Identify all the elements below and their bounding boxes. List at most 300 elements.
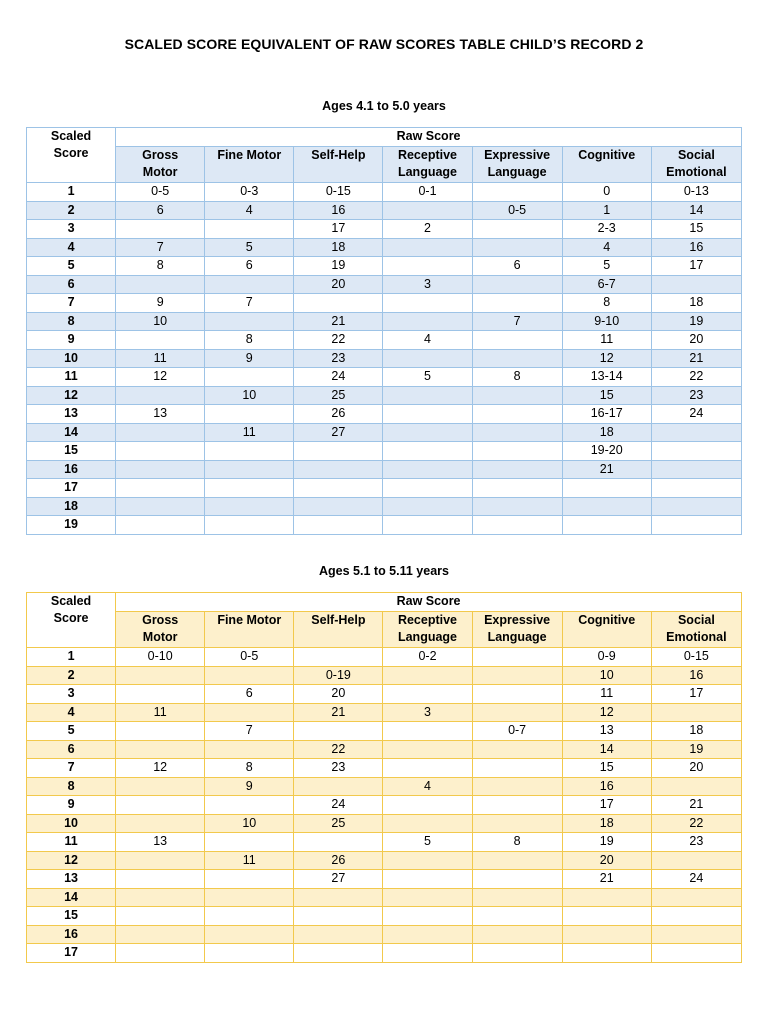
raw-score-cell: [205, 925, 294, 944]
raw-score-cell: 7: [116, 238, 205, 257]
column-header-row: [27, 147, 742, 183]
raw-score-cell: [472, 460, 562, 479]
raw-score-cell: [294, 833, 383, 852]
raw-score-cell: 7: [205, 294, 294, 313]
raw-score-cell: 11: [205, 423, 294, 442]
raw-score-cell: [116, 814, 205, 833]
raw-score-cell: [562, 907, 651, 926]
raw-score-cell: 13: [562, 722, 651, 741]
raw-score-cell: 20: [294, 685, 383, 704]
raw-score-cell: [472, 944, 562, 963]
raw-score-cell: [116, 685, 205, 704]
raw-score-cell: [205, 312, 294, 331]
raw-score-cell: [383, 740, 472, 759]
scaled-score-cell: 13: [27, 405, 116, 424]
raw-score-cell: [205, 888, 294, 907]
scaled-score-cell: 11: [27, 368, 116, 387]
raw-score-cell: [116, 386, 205, 405]
table-row: [27, 183, 742, 202]
raw-score-cell: 0-13: [651, 183, 741, 202]
raw-score-cell: 18: [651, 294, 741, 313]
raw-score-cell: 9-10: [562, 312, 651, 331]
raw-score-cell: [205, 479, 294, 498]
scaled-score-cell: 12: [27, 386, 116, 405]
raw-score-header: Raw Score: [116, 593, 742, 612]
raw-score-cell: 17: [651, 257, 741, 276]
raw-score-cell: [383, 907, 472, 926]
raw-score-cell: 5: [383, 368, 472, 387]
raw-score-cell: 2: [383, 220, 472, 239]
raw-score-cell: [116, 944, 205, 963]
column-header: Receptive Language: [383, 612, 472, 648]
column-header: Gross Motor: [116, 612, 205, 648]
raw-score-cell: [116, 423, 205, 442]
raw-score-cell: [383, 238, 472, 257]
table-row: [27, 888, 742, 907]
scaled-score-cell: 11: [27, 833, 116, 852]
scaled-score-cell: 14: [27, 888, 116, 907]
scaled-score-cell: 16: [27, 925, 116, 944]
column-header: Cognitive: [562, 612, 651, 648]
raw-score-cell: 13: [116, 405, 205, 424]
raw-score-cell: 25: [294, 386, 383, 405]
raw-score-cell: [383, 685, 472, 704]
scaled-score-header: Scaled Score: [27, 593, 116, 648]
table2-subtitle: Ages 5.1 to 5.11 years: [319, 564, 449, 578]
raw-score-cell: [472, 479, 562, 498]
raw-score-cell: [205, 796, 294, 815]
raw-score-cell: [472, 870, 562, 889]
raw-score-cell: 24: [294, 796, 383, 815]
raw-score-cell: [472, 796, 562, 815]
raw-score-cell: [383, 497, 472, 516]
scaled-score-cell: 5: [27, 257, 116, 276]
raw-score-cell: 20: [562, 851, 651, 870]
raw-score-cell: 27: [294, 423, 383, 442]
raw-score-cell: 6: [472, 257, 562, 276]
raw-score-cell: 9: [116, 294, 205, 313]
raw-score-cell: 18: [294, 238, 383, 257]
raw-score-cell: 12: [562, 703, 651, 722]
raw-score-cell: 0: [562, 183, 651, 202]
raw-score-cell: [205, 442, 294, 461]
raw-score-cell: [116, 331, 205, 350]
column-header: Receptive Language: [383, 147, 472, 183]
raw-score-cell: [472, 442, 562, 461]
raw-score-cell: 17: [651, 685, 741, 704]
raw-score-cell: [562, 497, 651, 516]
table-row: [27, 870, 742, 889]
raw-score-cell: [383, 312, 472, 331]
scaled-score-cell: 12: [27, 851, 116, 870]
raw-score-cell: 0-9: [562, 648, 651, 667]
raw-score-cell: [651, 777, 741, 796]
raw-score-cell: 16: [651, 666, 741, 685]
raw-score-cell: 8: [562, 294, 651, 313]
column-header: Gross Motor: [116, 147, 205, 183]
raw-score-cell: [472, 238, 562, 257]
scaled-score-cell: 5: [27, 722, 116, 741]
scaled-score-cell: 6: [27, 740, 116, 759]
raw-score-cell: [472, 685, 562, 704]
raw-score-cell: 26: [294, 851, 383, 870]
raw-score-cell: 0-19: [294, 666, 383, 685]
scaled-score-cell: 16: [27, 460, 116, 479]
raw-score-cell: [116, 740, 205, 759]
raw-score-cell: [383, 442, 472, 461]
table-row: [27, 666, 742, 685]
raw-score-cell: 4: [383, 777, 472, 796]
raw-score-cell: 11: [562, 331, 651, 350]
raw-score-cell: 8: [205, 331, 294, 350]
raw-score-cell: 19: [562, 833, 651, 852]
raw-score-cell: 19: [651, 740, 741, 759]
raw-score-cell: 23: [294, 349, 383, 368]
raw-score-cell: [383, 423, 472, 442]
raw-score-cell: [383, 851, 472, 870]
scaled-score-cell: 10: [27, 349, 116, 368]
raw-score-cell: 22: [651, 814, 741, 833]
table-row: [27, 759, 742, 778]
raw-score-cell: [651, 907, 741, 926]
raw-score-cell: 5: [383, 833, 472, 852]
column-header: Cognitive: [562, 147, 651, 183]
scaled-score-cell: 18: [27, 497, 116, 516]
raw-score-cell: 6: [205, 257, 294, 276]
raw-score-cell: [651, 497, 741, 516]
table-row: [27, 648, 742, 667]
table-row: [27, 331, 742, 350]
raw-score-cell: 5: [562, 257, 651, 276]
raw-score-cell: [472, 907, 562, 926]
raw-score-cell: [651, 423, 741, 442]
raw-score-cell: 0-2: [383, 648, 472, 667]
raw-score-cell: 19-20: [562, 442, 651, 461]
raw-score-cell: 0-1: [383, 183, 472, 202]
raw-score-cell: [205, 497, 294, 516]
table-row: [27, 442, 742, 461]
raw-score-cell: [472, 294, 562, 313]
raw-score-cell: 15: [562, 759, 651, 778]
raw-score-cell: 7: [205, 722, 294, 741]
raw-score-cell: [383, 516, 472, 535]
raw-score-cell: [562, 516, 651, 535]
table-row: [27, 479, 742, 498]
raw-score-cell: 5: [205, 238, 294, 257]
raw-score-cell: [205, 220, 294, 239]
table-row: [27, 851, 742, 870]
raw-score-cell: 16: [562, 777, 651, 796]
raw-score-cell: 10: [205, 386, 294, 405]
raw-score-cell: [383, 796, 472, 815]
raw-score-cell: [294, 722, 383, 741]
raw-score-cell: 20: [294, 275, 383, 294]
column-header: Expressive Language: [472, 612, 562, 648]
raw-score-cell: 10: [116, 312, 205, 331]
table-row: [27, 722, 742, 741]
raw-score-cell: [472, 183, 562, 202]
scaled-score-cell: 15: [27, 907, 116, 926]
raw-score-cell: [472, 648, 562, 667]
raw-score-cell: 8: [116, 257, 205, 276]
raw-score-cell: 8: [472, 833, 562, 852]
column-header: Expressive Language: [472, 147, 562, 183]
scaled-score-cell: 17: [27, 944, 116, 963]
document-title: SCALED SCORE EQUIVALENT OF RAW SCORES TABLE CHILD’S RECORD 2: [124, 36, 644, 52]
raw-score-cell: 22: [651, 368, 741, 387]
table-body: [27, 648, 742, 963]
raw-score-cell: 20: [651, 331, 741, 350]
raw-score-cell: 26: [294, 405, 383, 424]
raw-score-cell: [205, 460, 294, 479]
raw-score-cell: 2-3: [562, 220, 651, 239]
column-header: Self-Help: [294, 147, 383, 183]
raw-score-cell: [651, 888, 741, 907]
table-row: [27, 907, 742, 926]
table-row: [27, 497, 742, 516]
raw-score-cell: 23: [651, 833, 741, 852]
raw-score-cell: 12: [116, 759, 205, 778]
raw-score-cell: [472, 516, 562, 535]
raw-score-cell: 4: [562, 238, 651, 257]
raw-score-cell: [205, 870, 294, 889]
raw-score-cell: 6-7: [562, 275, 651, 294]
raw-score-cell: 24: [651, 870, 741, 889]
raw-score-cell: [472, 220, 562, 239]
scaled-score-cell: 3: [27, 220, 116, 239]
raw-score-cell: 15: [562, 386, 651, 405]
raw-score-cell: 1: [562, 201, 651, 220]
raw-score-header: Raw Score: [116, 128, 742, 147]
raw-score-cell: [116, 666, 205, 685]
raw-score-cell: [294, 888, 383, 907]
raw-score-cell: 13: [116, 833, 205, 852]
raw-score-cell: 16-17: [562, 405, 651, 424]
column-header-row: [27, 612, 742, 648]
raw-score-cell: [205, 740, 294, 759]
raw-score-cell: [472, 759, 562, 778]
raw-score-cell: [205, 944, 294, 963]
column-header: Fine Motor: [205, 147, 294, 183]
scaled-score-cell: 7: [27, 759, 116, 778]
raw-score-cell: [562, 479, 651, 498]
table-row: [27, 925, 742, 944]
raw-score-cell: [116, 220, 205, 239]
raw-score-cell: 21: [562, 460, 651, 479]
raw-score-cell: [383, 944, 472, 963]
raw-score-cell: 11: [205, 851, 294, 870]
table-row: [27, 368, 742, 387]
raw-score-cell: [383, 759, 472, 778]
raw-score-cell: [383, 925, 472, 944]
scaled-score-cell: 4: [27, 703, 116, 722]
raw-score-cell: [472, 925, 562, 944]
table-row: [27, 685, 742, 704]
raw-score-cell: 21: [651, 349, 741, 368]
raw-score-cell: [383, 460, 472, 479]
raw-score-cell: 19: [651, 312, 741, 331]
raw-score-cell: 21: [294, 312, 383, 331]
raw-score-cell: 0-5: [116, 183, 205, 202]
raw-score-cell: 9: [205, 349, 294, 368]
raw-score-cell: [651, 851, 741, 870]
raw-score-cell: [472, 814, 562, 833]
scaled-score-cell: 1: [27, 183, 116, 202]
raw-score-cell: [651, 479, 741, 498]
raw-score-cell: 6: [205, 685, 294, 704]
scaled-score-cell: 6: [27, 275, 116, 294]
raw-score-cell: [116, 497, 205, 516]
raw-score-cell: [116, 888, 205, 907]
raw-score-cell: [205, 703, 294, 722]
raw-score-cell: 23: [651, 386, 741, 405]
raw-score-cell: 21: [651, 796, 741, 815]
raw-score-cell: 17: [562, 796, 651, 815]
raw-score-cell: 22: [294, 740, 383, 759]
raw-score-cell: [294, 777, 383, 796]
scaled-score-cell: 7: [27, 294, 116, 313]
raw-score-cell: 0-7: [472, 722, 562, 741]
column-header: Self-Help: [294, 612, 383, 648]
raw-score-cell: [116, 851, 205, 870]
table-row: [27, 349, 742, 368]
table-row: [27, 220, 742, 239]
table-row: [27, 740, 742, 759]
raw-score-cell: 4: [383, 331, 472, 350]
raw-score-cell: [116, 722, 205, 741]
table-row: [27, 796, 742, 815]
table-body: [27, 183, 742, 535]
raw-score-cell: [383, 870, 472, 889]
raw-score-cell: [651, 944, 741, 963]
raw-score-cell: [472, 423, 562, 442]
raw-score-cell: [116, 907, 205, 926]
raw-score-cell: 6: [116, 201, 205, 220]
scaled-score-cell: 14: [27, 423, 116, 442]
raw-score-cell: 17: [294, 220, 383, 239]
column-header: Social Emotional: [651, 612, 741, 648]
raw-score-cell: 0-10: [116, 648, 205, 667]
raw-score-cell: 10: [205, 814, 294, 833]
raw-score-cell: [383, 814, 472, 833]
raw-score-cell: [383, 405, 472, 424]
raw-score-cell: 15: [651, 220, 741, 239]
raw-score-cell: 0-15: [294, 183, 383, 202]
scaled-score-cell: 8: [27, 312, 116, 331]
raw-score-cell: [383, 888, 472, 907]
raw-score-cell: 4: [205, 201, 294, 220]
raw-score-cell: 21: [294, 703, 383, 722]
table-row: [27, 405, 742, 424]
raw-score-cell: [472, 703, 562, 722]
raw-score-cell: 0-3: [205, 183, 294, 202]
raw-score-cell: 11: [116, 349, 205, 368]
raw-score-cell: 16: [651, 238, 741, 257]
raw-score-cell: 27: [294, 870, 383, 889]
scaled-score-cell: 17: [27, 479, 116, 498]
raw-score-cell: [562, 944, 651, 963]
table-row: [27, 238, 742, 257]
raw-score-cell: [472, 275, 562, 294]
raw-score-cell: 10: [562, 666, 651, 685]
raw-score-cell: [294, 907, 383, 926]
raw-score-cell: [116, 479, 205, 498]
table-row: [27, 275, 742, 294]
raw-score-cell: 14: [651, 201, 741, 220]
raw-score-cell: 13-14: [562, 368, 651, 387]
raw-score-cell: [472, 666, 562, 685]
raw-score-cell: [472, 851, 562, 870]
raw-score-cell: [383, 349, 472, 368]
raw-score-cell: 0-5: [205, 648, 294, 667]
raw-score-cell: [383, 666, 472, 685]
scaled-score-cell: 4: [27, 238, 116, 257]
raw-score-cell: 12: [116, 368, 205, 387]
raw-score-cell: [205, 368, 294, 387]
table-row: [27, 201, 742, 220]
score-table-ages-4-1-to-5-0: [26, 127, 742, 535]
scaled-score-cell: 10: [27, 814, 116, 833]
raw-score-cell: [651, 703, 741, 722]
score-table-ages-5-1-to-5-11: [26, 592, 742, 963]
raw-score-cell: [116, 442, 205, 461]
table-row: [27, 777, 742, 796]
raw-score-cell: 0-5: [472, 201, 562, 220]
raw-score-cell: [383, 722, 472, 741]
raw-score-cell: [651, 275, 741, 294]
raw-score-cell: 7: [472, 312, 562, 331]
raw-score-cell: [383, 201, 472, 220]
raw-score-cell: [294, 442, 383, 461]
scaled-score-header: Scaled Score: [27, 128, 116, 183]
raw-score-cell: [116, 870, 205, 889]
raw-score-cell: 18: [562, 423, 651, 442]
raw-score-cell: 3: [383, 275, 472, 294]
raw-score-cell: 8: [472, 368, 562, 387]
raw-score-cell: 25: [294, 814, 383, 833]
scaled-score-cell: 19: [27, 516, 116, 535]
table-row: [27, 294, 742, 313]
raw-score-cell: 24: [651, 405, 741, 424]
raw-score-cell: 21: [562, 870, 651, 889]
raw-score-cell: 19: [294, 257, 383, 276]
table-row: [27, 814, 742, 833]
raw-score-cell: [562, 925, 651, 944]
raw-score-cell: 16: [294, 201, 383, 220]
raw-score-cell: [205, 405, 294, 424]
raw-score-cell: [472, 405, 562, 424]
table-row: [27, 386, 742, 405]
scaled-score-cell: 15: [27, 442, 116, 461]
scaled-score-cell: 1: [27, 648, 116, 667]
raw-score-cell: [472, 497, 562, 516]
raw-score-cell: [116, 275, 205, 294]
raw-score-cell: [472, 349, 562, 368]
table-row: [27, 460, 742, 479]
raw-score-cell: [205, 275, 294, 294]
raw-score-cell: [116, 516, 205, 535]
table1-subtitle: Ages 4.1 to 5.0 years: [322, 99, 446, 113]
raw-score-cell: [294, 648, 383, 667]
raw-score-cell: 23: [294, 759, 383, 778]
table-row: [27, 312, 742, 331]
raw-score-cell: 14: [562, 740, 651, 759]
raw-score-cell: 8: [205, 759, 294, 778]
raw-score-cell: [116, 777, 205, 796]
raw-score-cell: [383, 257, 472, 276]
raw-score-cell: [472, 331, 562, 350]
raw-score-cell: 18: [562, 814, 651, 833]
